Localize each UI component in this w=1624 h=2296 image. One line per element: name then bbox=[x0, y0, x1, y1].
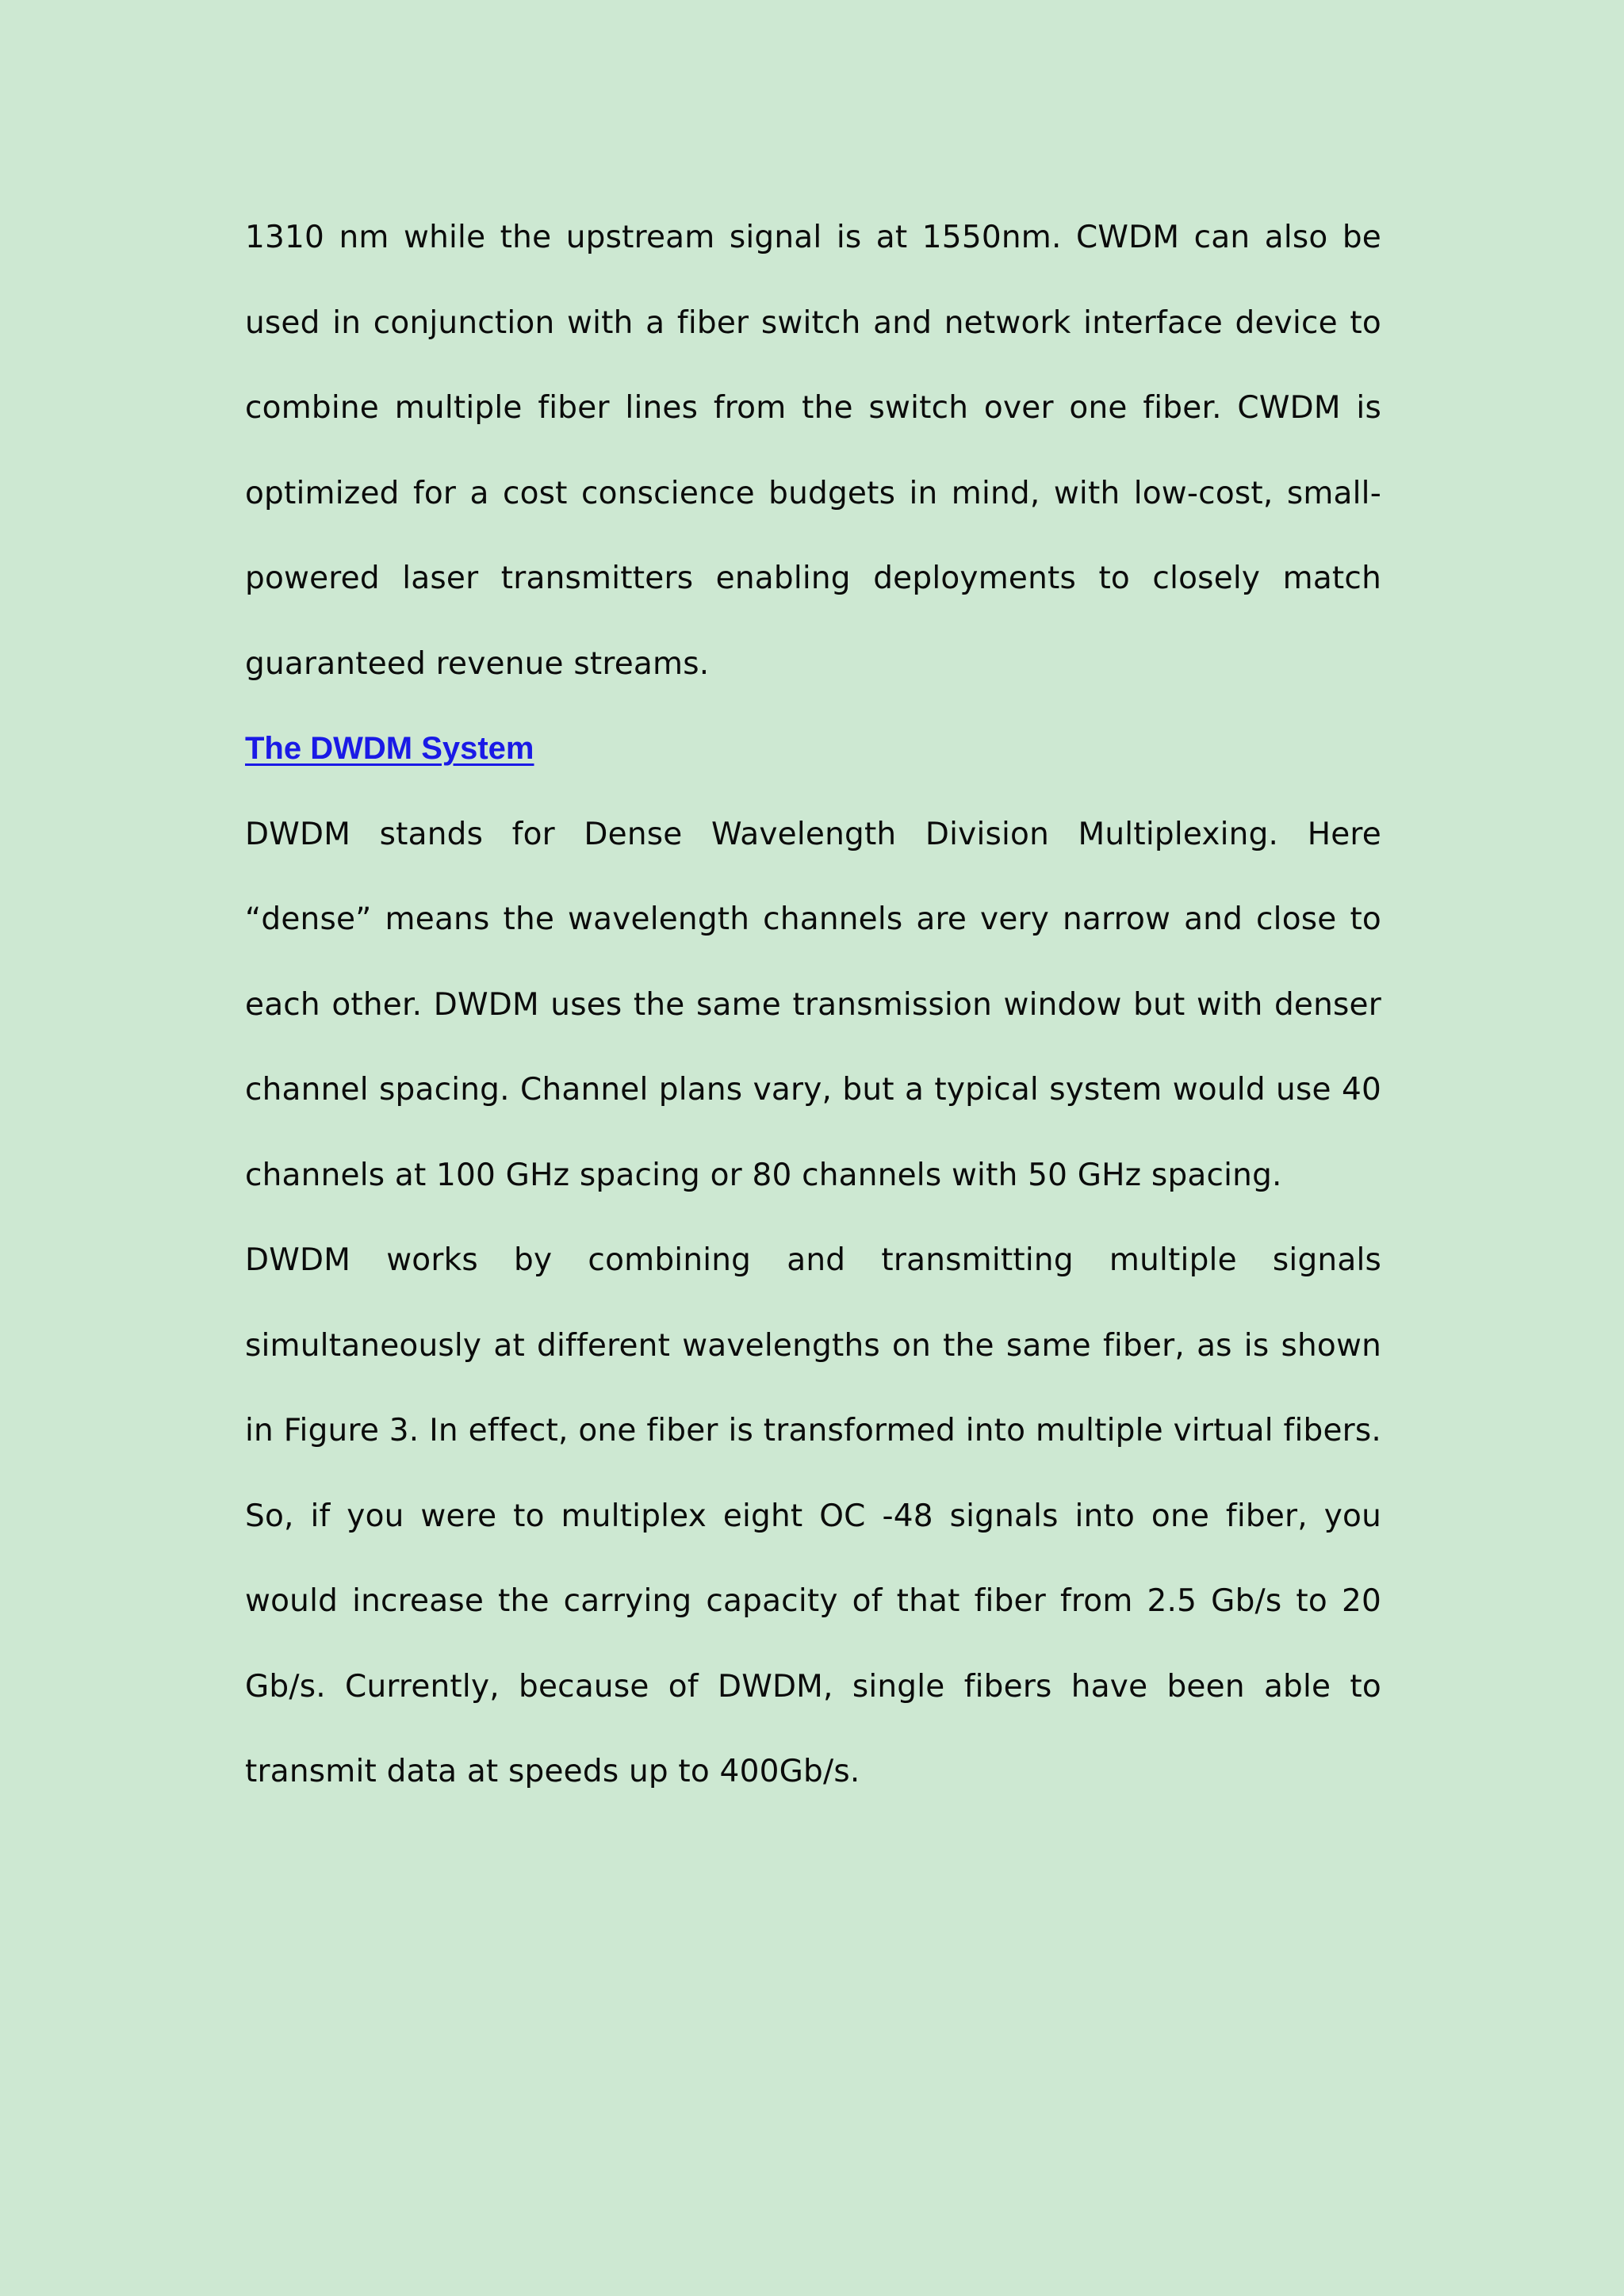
document-page bbox=[245, 195, 1381, 1815]
paragraph-dwdm-operation: DWDM works by combining and transmitting multiple signals simultaneously at different wavelengths on the same fiber, as is shown in Figure 3. In effect, one fiber is transformed into multiple virtual fibers. So, if you were to multiplex eight OC -48 signals into one fiber, you would increase the carrying capacity of that fiber from 2.5 Gb/s to 20 Gb/s. Currently, because of DWDM, single fibers have been able to transmit data at speeds up to 400Gb/s. bbox=[245, 1242, 1381, 1789]
paragraph-dwdm-definition: DWDM stands for Dense Wavelength Division Multiplexing. Here “dense” means the wavelength channels are very narrow and close to each other. DWDM uses the same transmission window but with denser channel spacing. Channel plans vary, but a typical system would use 40 channels at 100 GHz spacing or 80 channels with 50 GHz spacing. bbox=[245, 816, 1381, 1193]
paragraph-cwdm-continuation: 1310 nm while the upstream signal is at 1550nm. CWDM can also be used in conjunction with a fiber switch and network interface device to combine multiple fiber lines from the switch over one fiber. CWDM is optimized for a cost conscience budgets in mind, with low-cost, small-powered laser transmitters enabling deployments to closely match guaranteed revenue streams. bbox=[245, 220, 1381, 682]
section-heading-dwdm-system[interactable]: The DWDM System bbox=[245, 731, 534, 766]
